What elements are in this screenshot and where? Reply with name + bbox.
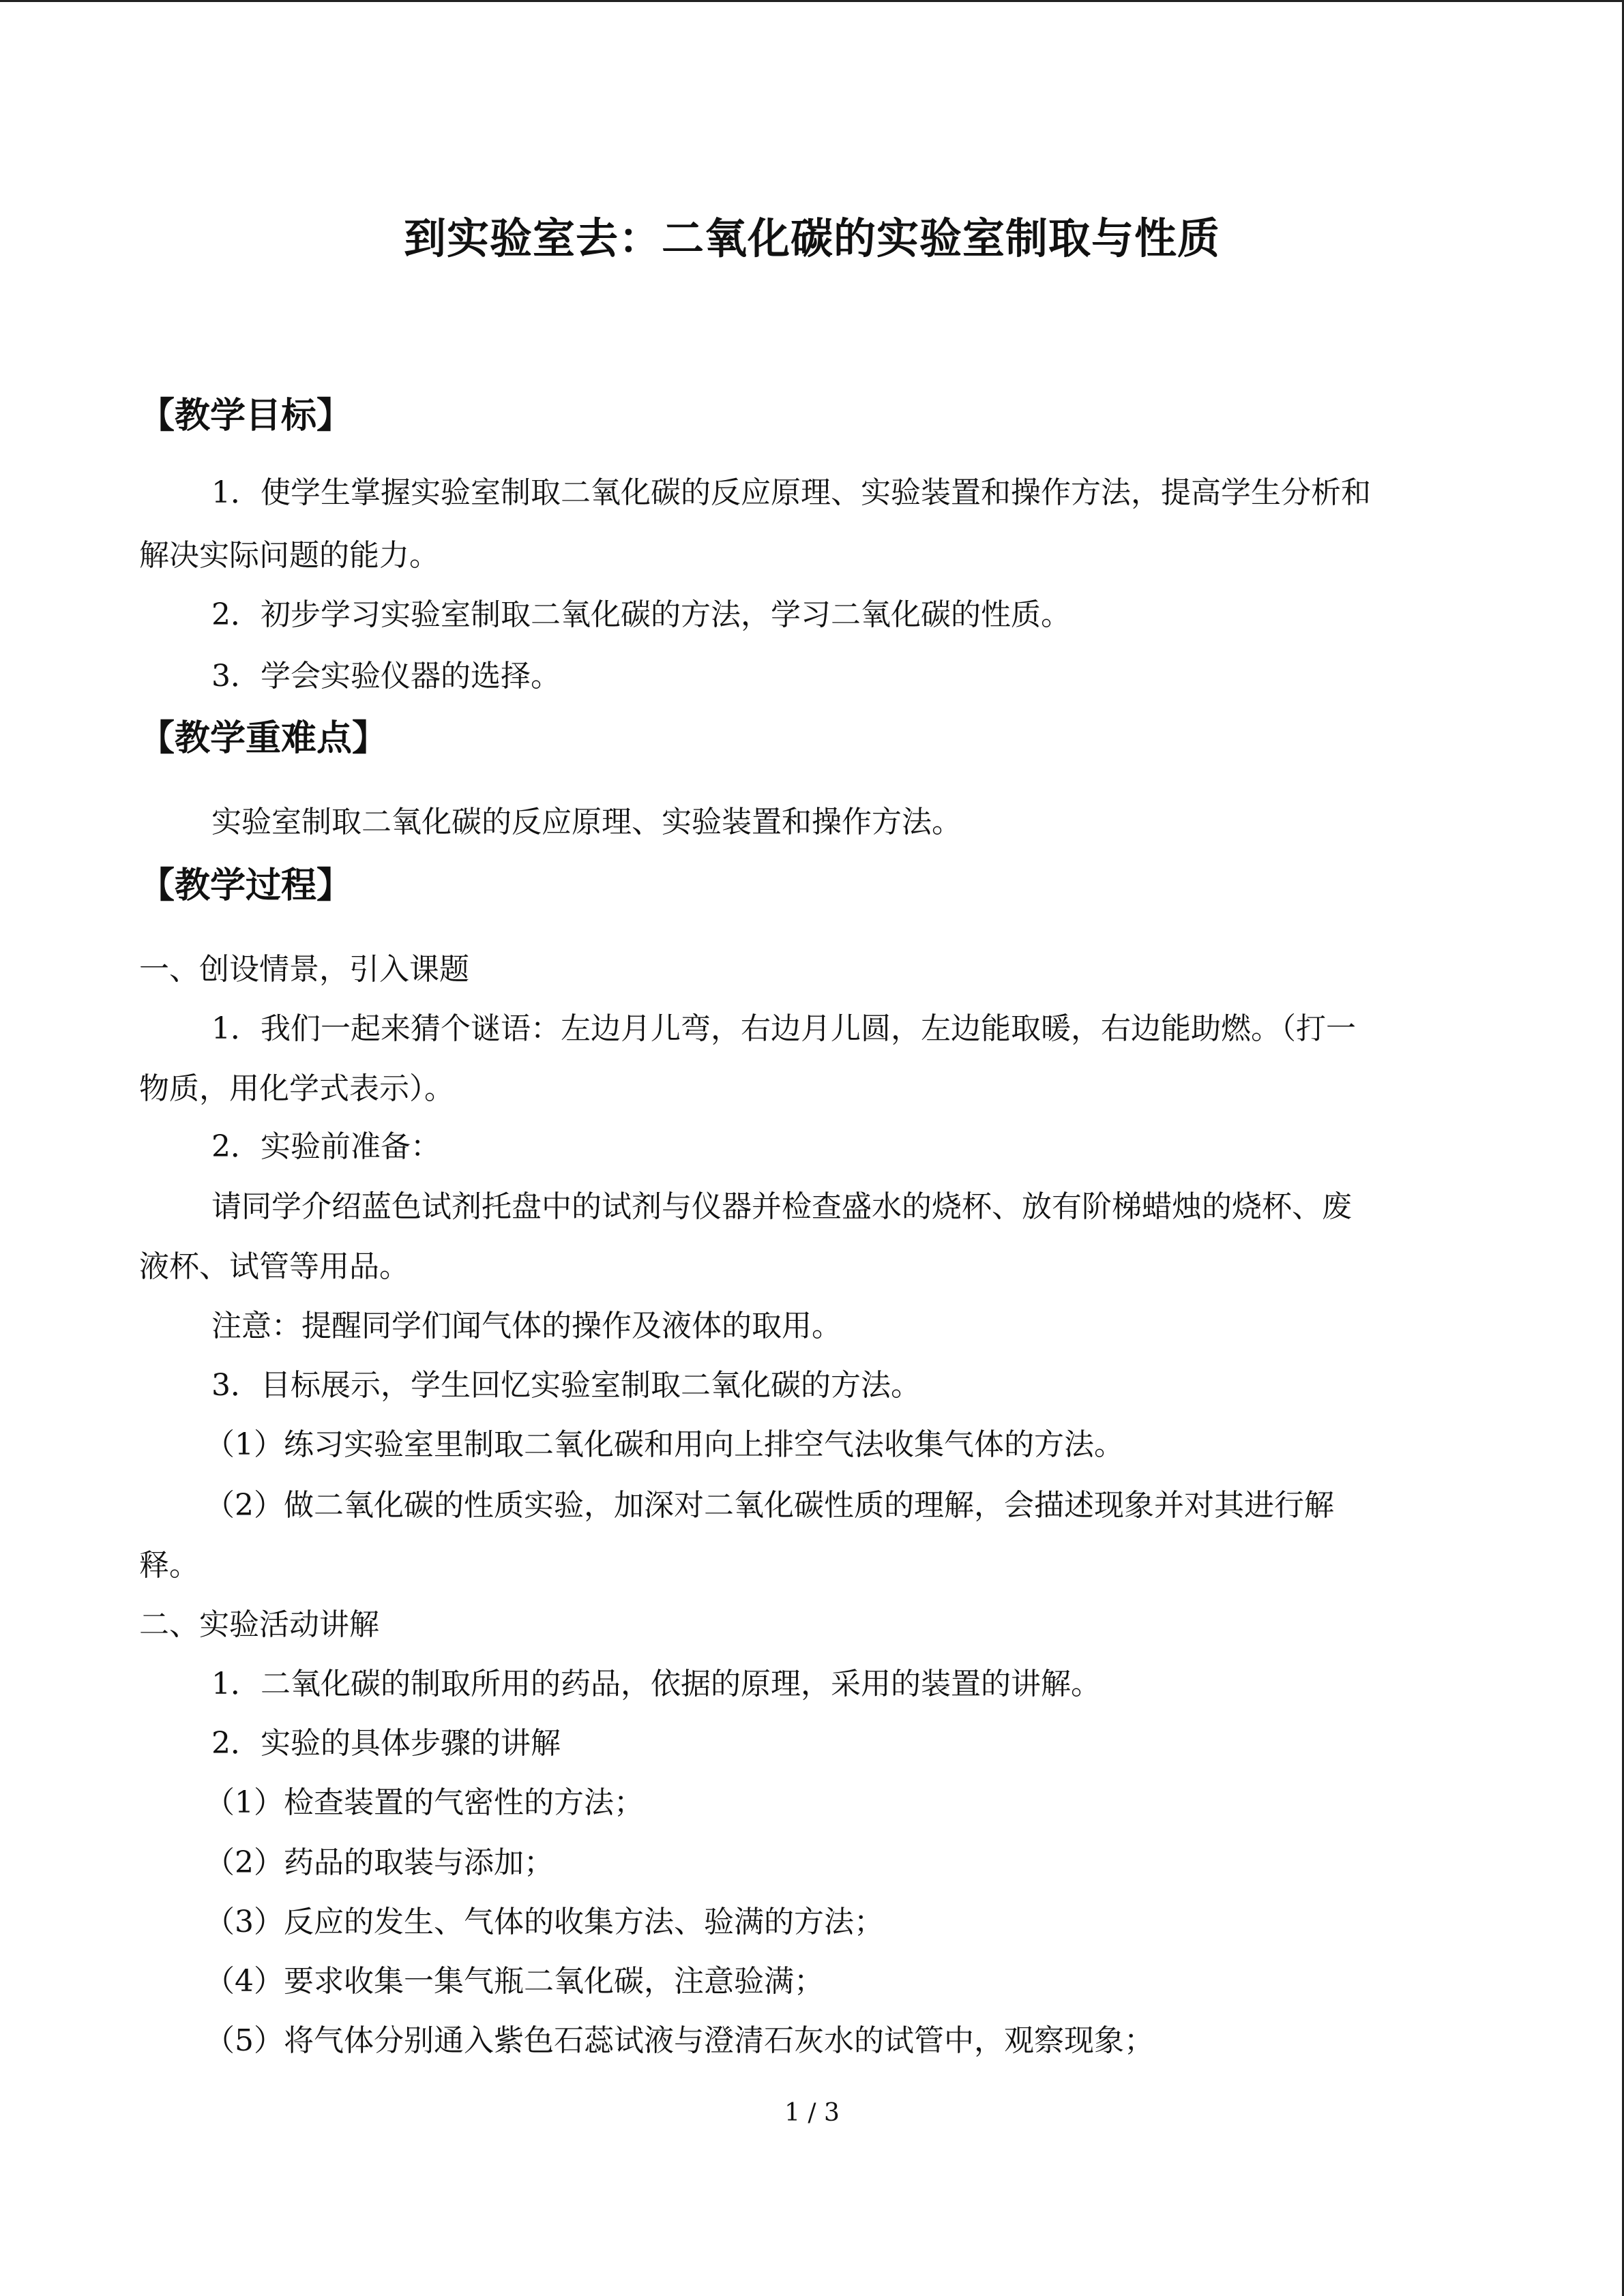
step-5: （5）将气体分别通入紫色石蕊试液与澄清石灰水的试管中，观察现象； (205, 2023, 1154, 2058)
step-3: （3）反应的发生、气体的收集方法、验满的方法； (205, 1905, 884, 1939)
part-1-title: 一、创设情景，引入课题 (139, 952, 469, 987)
activity-1: 1．二氧化碳的制取所用的药品，依据的原理，采用的装置的讲解。 (211, 1667, 1101, 1701)
process-3: 3．目标展示，学生回忆实验室制取二氧化碳的方法。 (211, 1368, 921, 1403)
heading-teaching-process: 【教学过程】 (139, 865, 353, 906)
page-number: 1 / 3 (784, 2099, 840, 2127)
step-4: （4）要求收集一集气瓶二氧化碳，注意验满； (205, 1964, 824, 1999)
goal-3: 3．学会实验仪器的选择。 (211, 659, 561, 694)
heading-teaching-goals: 【教学目标】 (139, 396, 353, 436)
process-2b: 注意：提醒同学们闻气体的操作及液体的取用。 (211, 1309, 842, 1343)
activity-2: 2．实验的具体步骤的讲解 (211, 1726, 561, 1761)
step-2: （2）药品的取装与添加； (205, 1845, 554, 1880)
key-points-text: 实验室制取二氧化碳的反应原理、实验装置和操作方法。 (211, 805, 962, 839)
process-1-line-2: 物质，用化学式表示）。 (139, 1071, 454, 1106)
document-title: 到实验室去：二氧化碳的实验室制取与性质 (403, 213, 1220, 263)
process-3-2-line-1: （2）做二氧化碳的性质实验，加深对二氧化碳性质的理解，会描述现象并对其进行解 (205, 1488, 1334, 1523)
goal-1-line-1: 1．使学生掌握实验室制取二氧化碳的反应原理、实验装置和操作方法，提高学生分析和 (211, 475, 1371, 510)
goal-1-line-2: 解决实际问题的能力。 (139, 538, 439, 573)
process-2a-line-2: 液杯、试管等用品。 (139, 1249, 409, 1284)
part-2-title: 二、实验活动讲解 (139, 1607, 379, 1642)
goal-2: 2．初步学习实验室制取二氧化碳的方法，学习二氧化碳的性质。 (211, 597, 1071, 632)
page-border-top (0, 0, 1624, 2)
process-3-1: （1）练习实验室里制取二氧化碳和用向上排空气法收集气体的方法。 (205, 1427, 1124, 1462)
process-1-line-1: 1．我们一起来猜个谜语：左边月儿弯，右边月儿圆，左边能取暖，右边能助燃。（打一 (211, 1011, 1356, 1046)
process-2: 2．实验前准备： (211, 1129, 441, 1164)
process-3-2-line-2: 释。 (139, 1548, 199, 1583)
heading-key-points: 【教学重难点】 (139, 718, 388, 759)
process-2a-line-1: 请同学介绍蓝色试剂托盘中的试剂与仪器并检查盛水的烧杯、放有阶梯蜡烛的烧杯、废 (211, 1189, 1352, 1224)
step-1: （1）检查装置的气密性的方法； (205, 1785, 644, 1820)
